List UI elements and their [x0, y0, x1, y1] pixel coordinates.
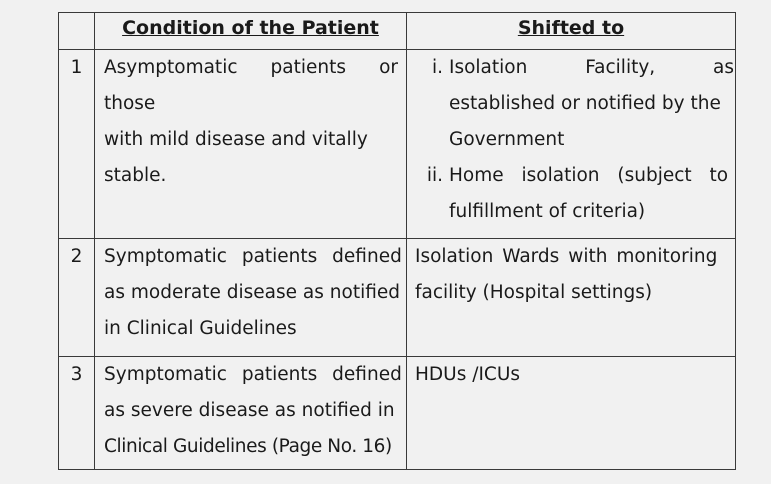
- condition-line: [104, 50, 398, 122]
- shifted-line: Government: [449, 129, 565, 150]
- condition-cell: [95, 239, 407, 357]
- shifted-line: Isolation Wards with monitoring: [415, 246, 718, 267]
- condition-line: in Clinical Guidelines: [104, 318, 297, 339]
- list-marker: i.: [431, 57, 443, 78]
- header-number: [59, 13, 95, 50]
- shifted-line: facility (Hospital settings): [415, 282, 653, 303]
- list-item-text: [449, 158, 728, 230]
- shifted-to-cell: [407, 50, 736, 239]
- row-number: 2: [59, 239, 95, 357]
- table-row: [59, 357, 736, 470]
- table-header-row: [59, 13, 736, 50]
- condition-line: Symptomatic patients defined: [104, 246, 402, 267]
- condition-line: [104, 122, 398, 158]
- condition-line: as moderate disease as notified: [104, 282, 400, 303]
- row-number: 1: [59, 50, 95, 239]
- shifted-line: fulfillment of criteria): [449, 201, 646, 222]
- shifted-to-cell: [407, 239, 736, 357]
- patient-shifting-table: [58, 12, 736, 470]
- list-item: [415, 50, 735, 158]
- shifted-line: Home isolation (subject to: [449, 165, 729, 186]
- condition-cell: [95, 357, 407, 470]
- list-item-text: [449, 50, 734, 158]
- table-row: [59, 239, 736, 357]
- condition-line: Clinical Guidelines (Page No. 16): [104, 436, 392, 457]
- shifted-line: Isolation Facility, as: [449, 57, 735, 78]
- condition-line: Symptomatic patients defined: [104, 364, 402, 385]
- shifted-line: HDUs /ICUs: [415, 364, 521, 385]
- row-number: 3: [59, 357, 95, 470]
- condition-line: as severe disease as notified in: [104, 400, 395, 421]
- condition-cell: [95, 50, 407, 239]
- shifted-line: established or notified by the: [449, 93, 721, 114]
- condition-text: Asymptomatic patients or those: [104, 57, 398, 114]
- header-condition: Condition of the Patient: [95, 13, 407, 50]
- condition-line: stable.: [104, 165, 167, 186]
- list-marker: ii.: [426, 165, 443, 186]
- shifted-to-cell: [407, 357, 736, 470]
- condition-text: with mild disease and vitally: [104, 129, 368, 150]
- table-row: [59, 50, 736, 239]
- header-shifted-to: Shifted to: [407, 13, 736, 50]
- list-item: [415, 158, 727, 230]
